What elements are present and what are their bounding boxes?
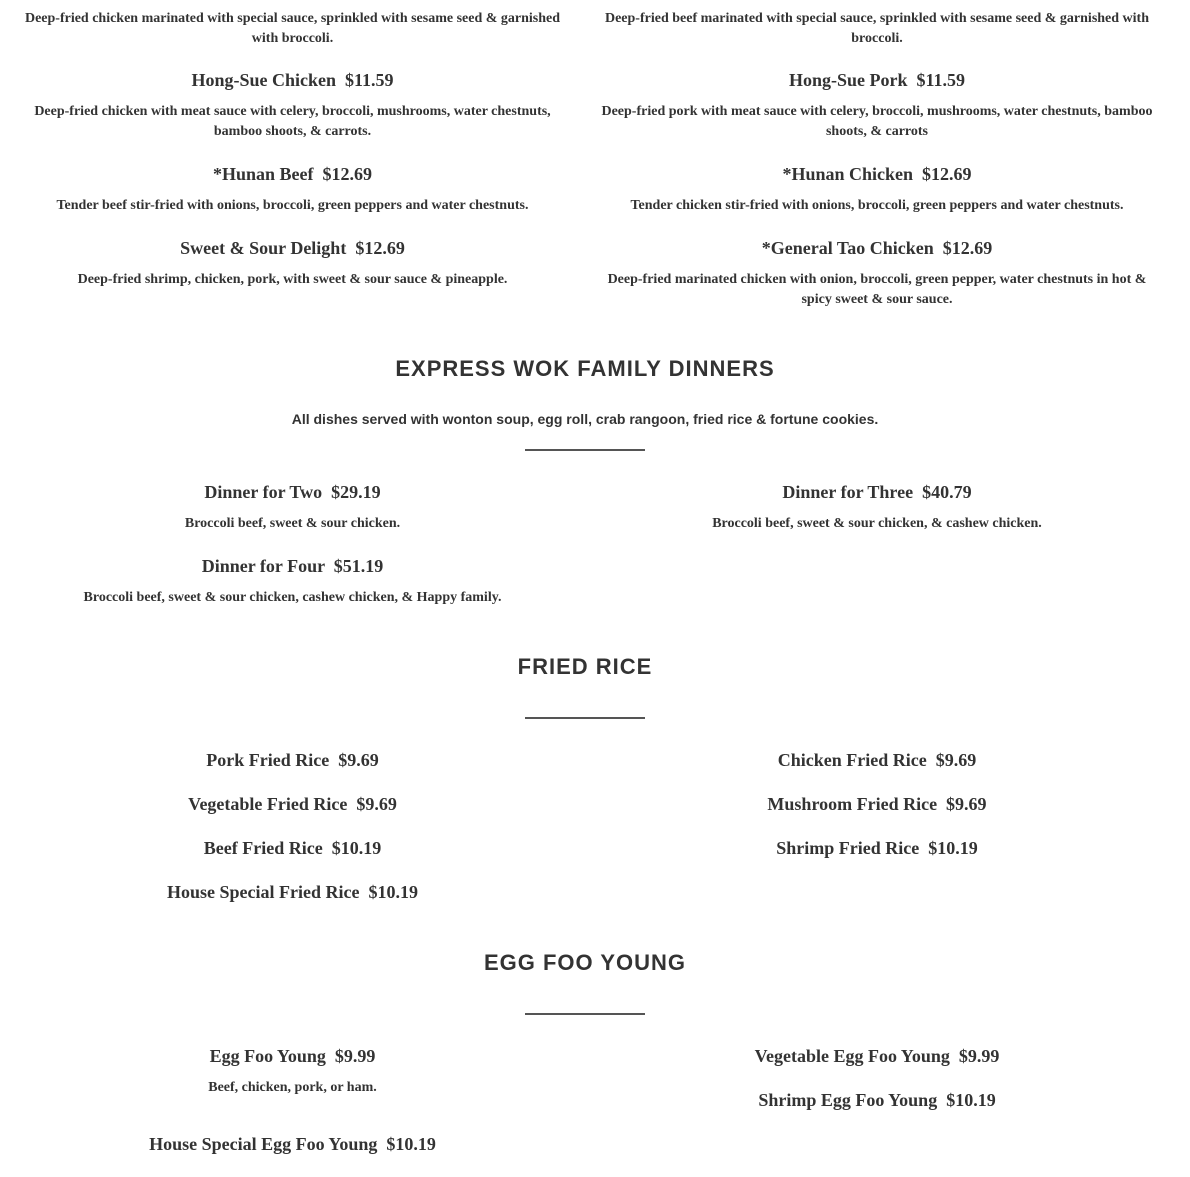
section-divider [525,717,645,719]
item-title: House Special Fried Rice $10.19 [167,882,418,902]
item-title: Vegetable Egg Foo Young $9.99 [754,1046,1000,1066]
menu-item [20,482,565,534]
menu-item [20,838,565,858]
menu-item [598,838,1156,858]
item-title: *Hunan Chicken $12.69 [782,164,972,184]
menu-item [20,70,565,142]
item-title: *General Tao Chicken $12.69 [761,238,993,258]
menu-item [20,882,565,902]
item-description: Broccoli beef, sweet & sour chicken. [184,516,401,531]
menu-item [598,238,1156,310]
section-heading-egg-foo-young: EGG FOO YOUNG [483,950,687,975]
item-title: Dinner for Four $51.19 [201,556,384,576]
section-divider [525,1013,645,1015]
item-title: *Hunan Beef $12.69 [212,164,372,184]
menu-item [598,70,1156,142]
item-title: Mushroom Fried Rice $9.69 [767,794,987,814]
menu-item [20,794,565,814]
item-title: Sweet & Sour Delight $12.69 [180,238,405,258]
section-heading-fried-rice: FRIED RICE [517,654,653,679]
menu-item [598,1046,1156,1066]
item-description: Deep-fried beef marinated with special sauce, sprinkled with sesame seed & garnished with broccoli. [604,11,1150,46]
item-title: Chicken Fried Rice $9.69 [777,750,977,770]
item-title: Egg Foo Young $9.99 [209,1046,376,1066]
item-title: Dinner for Two $29.19 [204,482,381,502]
item-description: Tender chicken stir-fried with onions, broccoli, green peppers and water chestnuts. [630,198,1124,213]
item-description: Deep-fried chicken marinated with special sauce, sprinkled with sesame seed & garnished with broccoli. [24,11,561,46]
item-description: Deep-fried chicken with meat sauce with celery, broccoli, mushrooms, water chestnuts, bamboo shoots, & carrots. [34,104,551,139]
item-title: Shrimp Egg Foo Young $10.19 [758,1090,996,1110]
menu-item [20,750,565,770]
item-title: Shrimp Fried Rice $10.19 [776,838,978,858]
section-subheading: All dishes served with wonton soup, egg roll, crab rangoon, fried rice & fortune cookies. [291,411,879,427]
item-title: Dinner for Three $40.79 [782,482,972,502]
menu-item [598,1090,1156,1110]
item-description: Deep-fried marinated chicken with onion, broccoli, green pepper, water chestnuts in hot & spicy sweet & sour sauce. [607,272,1147,307]
item-title: Hong-Sue Pork $11.59 [788,70,966,90]
item-description: Broccoli beef, sweet & sour chicken, & cashew chicken. [712,516,1042,531]
menu-item [598,750,1156,770]
menu-item [20,556,565,608]
item-title: House Special Egg Foo Young $10.19 [149,1134,436,1154]
item-description: Deep-fried shrimp, chicken, pork, with sweet & sour sauce & pineapple. [77,272,508,287]
item-title: Hong-Sue Chicken $11.59 [191,70,394,90]
item-title: Beef Fried Rice $10.19 [203,838,382,858]
menu-item [20,238,565,290]
section-divider [525,449,645,451]
menu-item [598,794,1156,814]
menu-item [20,164,565,216]
item-title: Vegetable Fried Rice $9.69 [188,794,397,814]
item-description: Tender beef stir-fried with onions, broccoli, green peppers and water chestnuts. [56,198,529,213]
item-description: Broccoli beef, sweet & sour chicken, cashew chicken, & Happy family. [83,590,502,605]
item-description: Deep-fried pork with meat sauce with celery, broccoli, mushrooms, water chestnuts, bamboo shoots, & carrots [601,104,1153,139]
section-heading-family-dinners: EXPRESS WOK FAMILY DINNERS [395,356,775,381]
menu-item [598,482,1156,534]
menu-item-desc [20,9,565,49]
menu-item-desc [598,9,1156,49]
menu-item [598,164,1156,216]
menu-item [20,1046,565,1098]
item-title: Pork Fried Rice $9.69 [206,750,379,770]
menu-item [20,1134,565,1154]
item-description: Beef, chicken, pork, or ham. [208,1080,377,1095]
